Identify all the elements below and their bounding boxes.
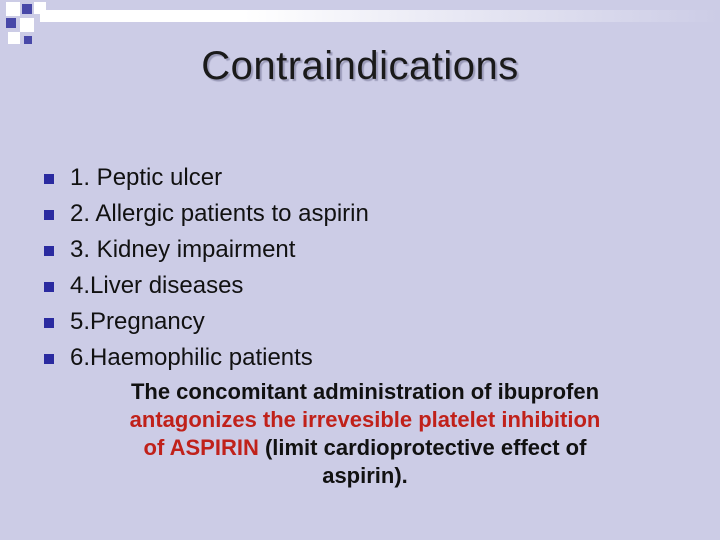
square-bullet-icon: [44, 174, 54, 184]
list-item-text: 3. Kidney impairment: [70, 236, 296, 263]
square-bullet-icon: [44, 282, 54, 292]
deco-square-icon: [6, 18, 16, 28]
list-item-text: 6.Haemophilic patients: [70, 344, 313, 371]
deco-square-icon: [20, 18, 34, 32]
note-highlight: of ASPIRIN: [143, 435, 259, 460]
deco-square-icon: [24, 36, 32, 44]
square-bullet-icon: [44, 246, 54, 256]
list-item-text: 5.Pregnancy: [70, 308, 205, 335]
deco-square-icon: [8, 32, 20, 44]
list-item: [44, 196, 684, 232]
list-item: [44, 268, 684, 304]
deco-square-icon: [6, 2, 20, 16]
list-item: [44, 160, 684, 196]
note-line: The concomitant administration of ibuprofen: [130, 379, 600, 404]
list-item-text: 4.Liver diseases: [70, 272, 244, 299]
list-item-text: 2. Allergic patients to aspirin: [70, 200, 369, 227]
note-line: aspirin).: [322, 463, 408, 488]
note-text: (limit cardioprotective effect of: [258, 435, 587, 460]
deco-square-icon: [22, 4, 32, 14]
title-gradient-bar: [40, 10, 720, 22]
square-bullet-icon: [44, 354, 54, 364]
square-bullet-icon: [44, 318, 54, 328]
note-line: [40, 434, 690, 462]
slide-title: Contraindications: [201, 44, 519, 88]
list-item: [44, 232, 684, 268]
list-item: [44, 304, 684, 340]
square-bullet-icon: [44, 210, 54, 220]
contraindication-list: [44, 160, 684, 376]
note-line-highlight: antagonizes the irrevesible platelet inhibition: [129, 407, 601, 432]
ibuprofen-note: [40, 378, 690, 490]
list-item: [44, 340, 684, 376]
list-item-text: 1. Peptic ulcer: [70, 164, 223, 191]
